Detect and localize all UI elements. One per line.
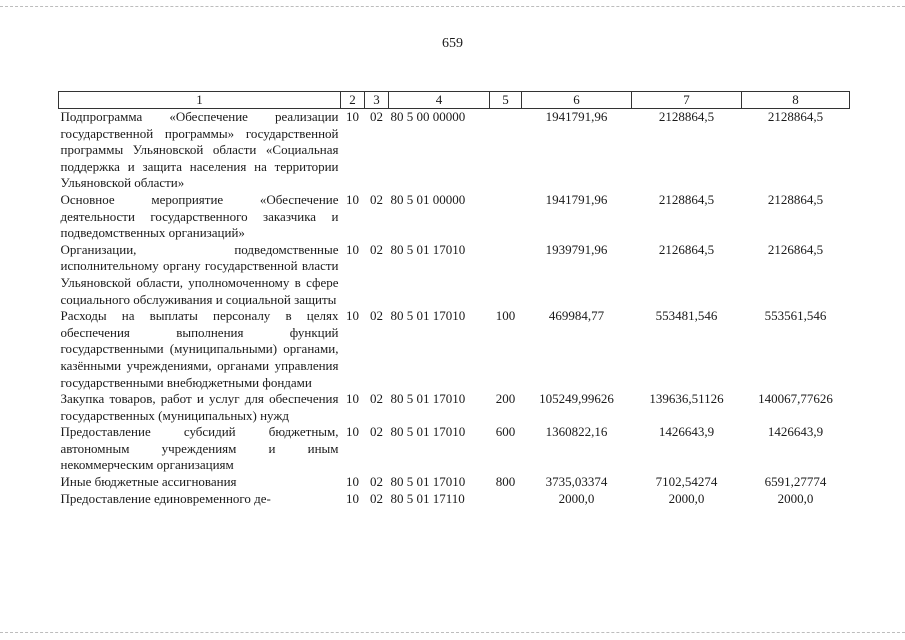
column-header-4: 4 <box>389 92 490 109</box>
row-expense-type <box>490 109 522 192</box>
table-row <box>59 109 850 192</box>
row-amount-8: 2126864,5 <box>767 241 824 257</box>
row-expense-type <box>490 491 522 508</box>
row-section: 10 <box>346 391 359 407</box>
row-section: 10 <box>346 474 359 490</box>
row-amount-8: 2128864,5 <box>767 109 824 124</box>
row-target-code: 80 5 01 17010 <box>390 241 466 257</box>
row-subsection: 02 <box>370 241 383 257</box>
row-name: Предоставление единовременного де- <box>60 490 271 506</box>
row-amount-7: 2000,0 <box>668 490 705 506</box>
row-section: 10 <box>346 191 359 207</box>
row-target-code: 80 5 00 00000 <box>390 109 466 124</box>
row-target-code: 80 5 01 17010 <box>390 424 466 440</box>
row-amount-8: 2000,0 <box>777 490 814 506</box>
column-header-7: 7 <box>632 92 742 109</box>
row-amount-6: 1941791,96 <box>545 191 608 207</box>
row-expense-type: 600 <box>495 424 516 440</box>
table-row <box>59 242 850 308</box>
row-amount-6: 1360822,16 <box>545 424 608 440</box>
row-target-code: 80 5 01 00000 <box>390 191 466 207</box>
row-amount-6: 2000,0 <box>558 490 595 506</box>
scan-edge-bottom <box>0 632 905 634</box>
row-expense-type: 200 <box>495 391 516 407</box>
row-amount-8: 140067,77626 <box>758 391 833 407</box>
table-header-row <box>59 92 850 109</box>
table-row <box>59 192 850 242</box>
row-amount-7: 139636,51126 <box>649 391 724 407</box>
row-amount-7: 1426643,9 <box>658 424 715 440</box>
row-amount-6: 469984,77 <box>548 308 605 324</box>
row-amount-8: 2128864,5 <box>767 191 824 207</box>
row-amount-8: 553561,546 <box>764 308 827 324</box>
table-row <box>59 424 850 474</box>
row-section: 10 <box>346 308 359 324</box>
budget-table <box>58 91 850 507</box>
row-amount-6: 105249,99626 <box>539 391 614 407</box>
column-header-2: 2 <box>341 92 365 109</box>
table-row <box>59 308 850 391</box>
row-subsection: 02 <box>370 490 383 506</box>
table-row <box>59 391 850 424</box>
column-header-8: 8 <box>742 92 850 109</box>
row-name: Подпрограмма «Обеспечение реализации государственной программы» государственной программы Ульяновской области «Социальная поддержка и защита населения на территории Ульяновской области» <box>60 109 339 191</box>
row-section: 10 <box>346 490 359 506</box>
row-expense-type: 100 <box>495 308 516 324</box>
row-amount-7: 2128864,5 <box>658 109 715 124</box>
row-target-code: 80 5 01 17010 <box>390 308 466 324</box>
row-name: Организации, подведомственные исполнительному органу государственной власти Ульяновской области, уполномоченному в сфере социального обслуживания и социальной защиты <box>60 241 339 307</box>
row-subsection: 02 <box>370 109 383 124</box>
row-section: 10 <box>346 241 359 257</box>
scan-edge-top <box>0 6 905 8</box>
row-expense-type: 800 <box>495 474 516 490</box>
table-row <box>59 491 850 508</box>
row-subsection: 02 <box>370 191 383 207</box>
row-amount-8: 6591,27774 <box>764 474 827 490</box>
row-amount-6: 3735,03374 <box>545 474 608 490</box>
row-amount-7: 2128864,5 <box>658 191 715 207</box>
row-amount-6: 1941791,96 <box>545 109 608 124</box>
row-name: Закупка товаров, работ и услуг для обеспечения государственных (муниципальных) нужд <box>60 391 339 423</box>
column-header-1: 1 <box>59 92 341 109</box>
row-amount-6: 1939791,96 <box>545 241 608 257</box>
row-subsection: 02 <box>370 424 383 440</box>
row-subsection: 02 <box>370 391 383 407</box>
column-header-5: 5 <box>490 92 522 109</box>
row-expense-type <box>490 242 522 308</box>
row-name: Иные бюджетные ассигнования <box>60 474 237 490</box>
row-amount-7: 2126864,5 <box>658 241 715 257</box>
column-header-3: 3 <box>365 92 389 109</box>
column-header-6: 6 <box>522 92 632 109</box>
row-subsection: 02 <box>370 308 383 324</box>
row-target-code: 80 5 01 17010 <box>390 391 466 407</box>
row-amount-8: 1426643,9 <box>767 424 824 440</box>
row-amount-7: 553481,546 <box>655 308 718 324</box>
row-section: 10 <box>346 109 359 124</box>
row-name: Предоставление субсидий бюджетным, автономным учреждениям и иным некоммерческим организациям <box>60 424 339 473</box>
row-subsection: 02 <box>370 474 383 490</box>
row-section: 10 <box>346 424 359 440</box>
row-target-code: 80 5 01 17110 <box>390 490 465 506</box>
row-name: Основное мероприятие «Обеспечение деятельности государственного заказчика и подведомственных организаций» <box>60 191 339 241</box>
page-number: 659 <box>442 36 463 51</box>
row-target-code: 80 5 01 17010 <box>390 474 466 490</box>
row-expense-type <box>490 192 522 242</box>
table-row <box>59 474 850 491</box>
row-amount-7: 7102,54274 <box>655 474 718 490</box>
row-name: Расходы на выплаты персоналу в целях обеспечения выполнения функций государственными (муниципальными) органами, казёнными учреждениями, органами управления государственными внебюджетными фондами <box>60 308 339 390</box>
